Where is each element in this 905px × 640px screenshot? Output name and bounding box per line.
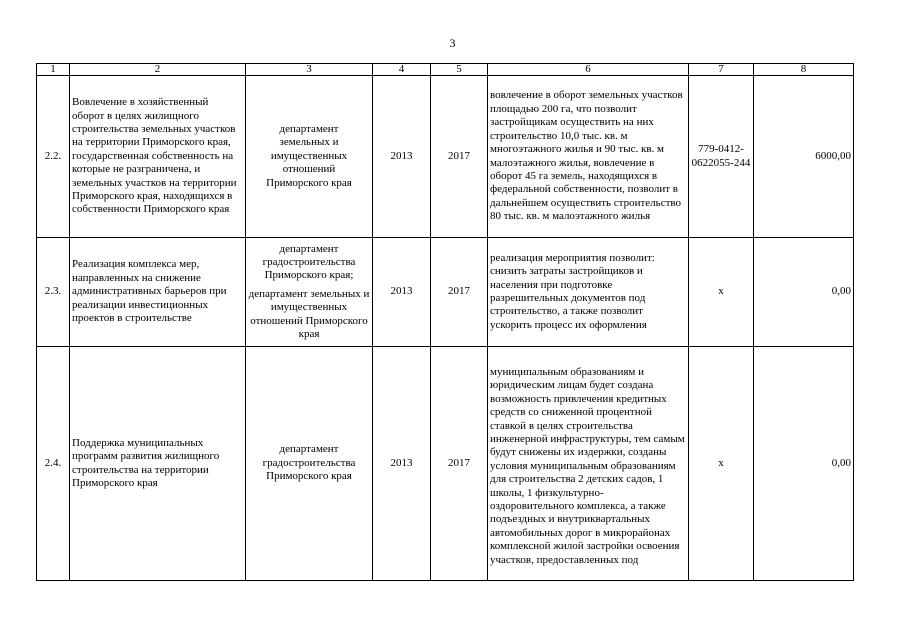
row-number: 2.3. [37, 238, 70, 347]
executor [246, 238, 373, 347]
header-cell: 1 [37, 64, 70, 76]
end-year: 2017 [431, 347, 488, 581]
expected-result: реализация мероприятия позволит: снизить затраты застройщиков и населения при подготовке разрешительных документов под строительство, а также позволит ускорить процесс их оформления [488, 238, 689, 347]
start-year: 2013 [373, 76, 431, 238]
measure-name: Реализация комплекса мер, направленных на снижение административных барьеров при реализации инвестиционных проектов в строительстве [70, 238, 246, 347]
table-row [37, 76, 854, 238]
budget-code: x [689, 347, 754, 581]
executor-2: департамент земельных и имущественных отношений Приморского края [248, 287, 370, 341]
measure-name: Вовлечение в хозяйственный оборот в целях жилищного строительства земельных участков на территории Приморского края, государственная собственность на которые не разграничена, и земельных участков на территории Приморского края, находящихся в собственности Приморского края [70, 76, 246, 238]
executor-1: департамент градостроительства Приморского края; [262, 242, 356, 282]
header-cell: 6 [488, 64, 689, 76]
start-year: 2013 [373, 347, 431, 581]
page-number: 3 [449, 36, 456, 50]
table-row [37, 238, 854, 347]
measure-name: Поддержка муниципальных программ развития жилищного строительства на территории Приморского края [70, 347, 246, 581]
program-table [36, 63, 854, 581]
header-row [37, 64, 854, 76]
budget-code: x [689, 238, 754, 347]
header-cell: 4 [373, 64, 431, 76]
header-cell: 2 [70, 64, 246, 76]
table-row [37, 347, 854, 581]
amount: 6000,00 [754, 76, 854, 238]
end-year: 2017 [431, 76, 488, 238]
header-cell: 5 [431, 64, 488, 76]
executor: департамент градостроительства Приморского края [246, 347, 373, 581]
row-number: 2.2. [37, 76, 70, 238]
end-year: 2017 [431, 238, 488, 347]
amount: 0,00 [754, 347, 854, 581]
start-year: 2013 [373, 238, 431, 347]
budget-code: 779-0412-0622055-244 [689, 76, 754, 238]
header-cell: 8 [754, 64, 854, 76]
expected-result: вовлечение в оборот земельных участков площадью 200 га, что позволит застройщикам осуществить на них строительство 10,0 тыс. кв. м многоэтажного жилья и 90 тыс. кв. м малоэтажного жилья, вовлечение в оборот 45 га земель, находящихся в федеральной собственности, позволит в дальнейшем осуществить строительство 80 тыс. кв. м малоэтажного жилья [488, 76, 689, 238]
header-cell: 3 [246, 64, 373, 76]
executor: департамент земельных и имущественных отношений Приморского края [246, 76, 373, 238]
row-number: 2.4. [37, 347, 70, 581]
header-cell: 7 [689, 64, 754, 76]
amount: 0,00 [754, 238, 854, 347]
expected-result: муниципальным образованиям и юридическим лицам будет создана возможность привлечения кредитных средств со сниженной процентной ставкой в целях строительства инженерной инфраструктуры, тем самым будут снижены их издержки, созданы условия муниципальным образованиям для строительства 2 детских садов, 1 школы, 1 физкультурно-оздоровительного комплекса, а также подъездных и внутриквартальных автомобильных дорог в микрорайонах комплексной жилой застройки освоения участков, предоставленных под [488, 347, 689, 581]
